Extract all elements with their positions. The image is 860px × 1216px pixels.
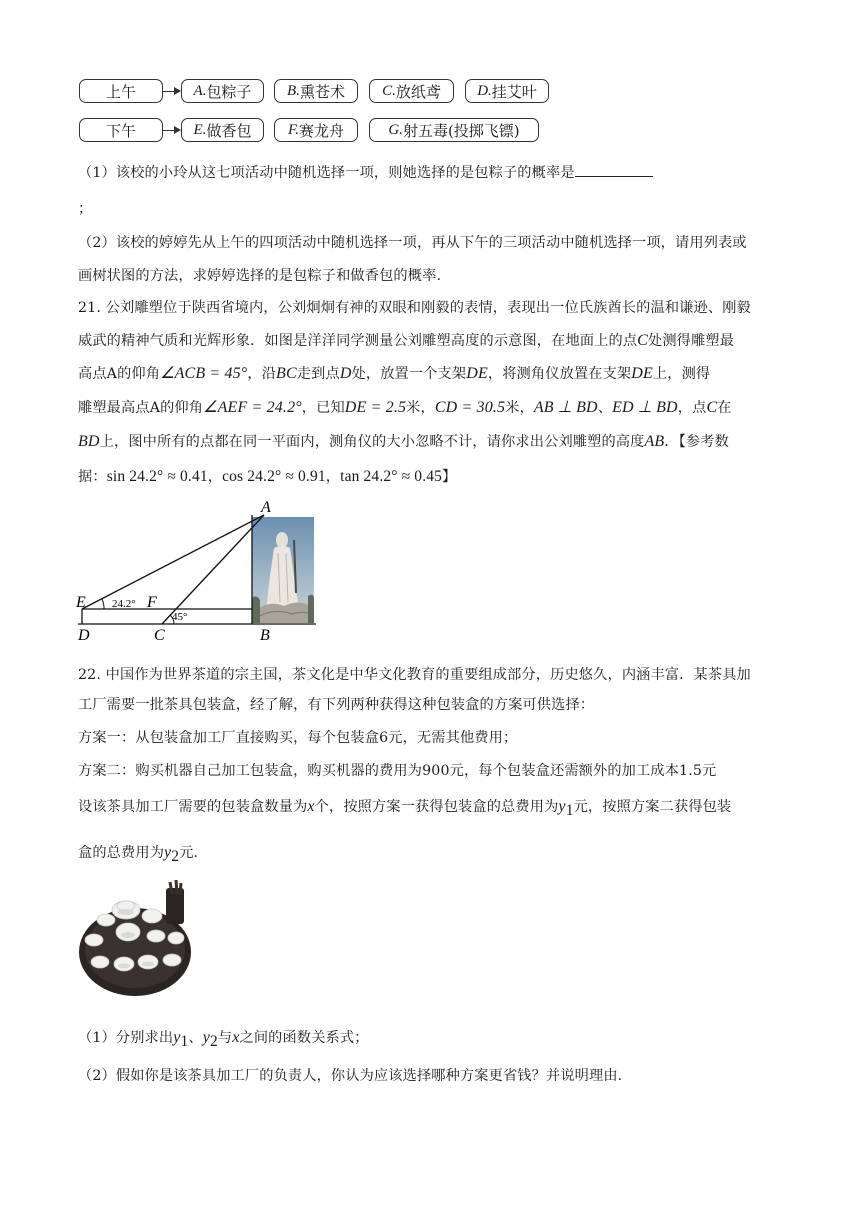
q22-line5-c: 元，按照方案二获得包装: [573, 799, 732, 815]
cos-value: cos 24.2° ≈ 0.91: [222, 468, 326, 485]
morning-label-box: [79, 79, 163, 103]
q21-line3-d: 处，放置一个支架: [351, 366, 467, 382]
ab-perp-bd: AB ⊥ BD: [533, 399, 598, 416]
sep2: ，: [325, 469, 341, 485]
line-ea: [82, 515, 264, 609]
angle-arc-e: [102, 599, 104, 609]
q20-part1: [78, 163, 653, 183]
var-y2-sub: 2: [171, 847, 180, 865]
q21-line5-a: 上，图中所有的点都在同一平面内，测角仪的大小忽略不计，请你求出公刘雕塑的高度: [99, 434, 645, 450]
cd-length: CD = 30.5: [434, 399, 506, 416]
ed-perp-bd: ED ⊥ BD: [612, 399, 678, 416]
q21-line4-b: ，已知: [301, 400, 345, 416]
q22-part1-c: 与: [217, 1030, 233, 1046]
q21-line4-c: 米，: [406, 400, 435, 416]
activity-d-letter: D.: [477, 82, 492, 99]
q22-part1-d: 之间的函数关系式；: [239, 1030, 369, 1046]
segment-de: DE: [466, 365, 488, 382]
line-ca: [162, 515, 264, 624]
var-y2: y: [164, 844, 172, 861]
segment-bc: BC: [276, 365, 297, 382]
q21-line6: [78, 467, 456, 487]
q22-part1-a: （1）分别求出: [78, 1030, 174, 1046]
activity-e-text: 做香包: [206, 121, 252, 140]
activity-g-letter: G.: [388, 121, 403, 138]
activity-f-letter: F.: [288, 121, 299, 138]
q21-line4-a: 雕塑最高点A的仰角: [78, 400, 204, 416]
activity-f-box: [274, 118, 358, 142]
label-b: B: [260, 627, 270, 644]
tea-set-photo: [78, 880, 192, 998]
activity-d-text: 挂艾叶: [491, 82, 537, 101]
activity-g-text: 射五毒(投掷飞镖): [402, 121, 520, 140]
q21-line5-b: ．【参考数: [664, 434, 729, 450]
part1-y1-sub: 1: [180, 1032, 189, 1050]
var-y1-sub: 1: [565, 801, 574, 819]
q22-part1: [78, 1028, 369, 1052]
q21-line3: [78, 364, 710, 384]
morning-arrow: [163, 91, 180, 92]
angle-label-24: 24.2°: [112, 598, 136, 610]
activity-e-box: [181, 118, 264, 142]
q21-line3-c: 走到点: [296, 366, 340, 382]
q21-line4-d: 米，: [505, 400, 534, 416]
label-c: C: [154, 627, 165, 644]
activity-a-text: 包粽子: [206, 82, 252, 101]
q21-line4-g: 在: [717, 400, 732, 416]
q22-line5-a: 设该茶具加工厂需要的包装盒数量为: [78, 799, 308, 815]
q20-part1-end: ；: [78, 201, 93, 217]
angle-label-45: 45°: [172, 611, 188, 623]
activity-f-text: 赛龙舟: [298, 121, 344, 140]
part1-y2-sub: 2: [209, 1032, 218, 1050]
q22-line6: [78, 843, 198, 867]
segment-ab: AB: [644, 433, 665, 450]
q21-line3-b: ，沿: [247, 366, 277, 382]
var-x: x: [307, 798, 315, 815]
q22-line5-b: 个，按照方案一获得包装盒的总费用为: [314, 799, 559, 815]
label-a: A: [261, 499, 271, 516]
q21-line4-f: ，点: [677, 400, 707, 416]
activity-b-letter: B.: [287, 82, 300, 99]
morning-label: 上午: [105, 82, 136, 101]
q22-line3: 方案一：从包装盒加工厂直接购买，每个包装盒6元，无需其他费用；: [78, 730, 518, 746]
q21-line4: [78, 398, 732, 418]
q22-line4: 方案二：购买机器自己加工包装盒，购买机器的费用为900元，每个包装盒还需额外的加工成本1.5元: [78, 763, 717, 779]
activity-a-box: [181, 79, 264, 103]
q22-part2: （2）假如你是该茶具加工厂的负责人，你认为应该选择哪种方案更省钱？并说明理由.: [78, 1068, 623, 1084]
q21-line5: [78, 432, 729, 452]
activity-a-letter: A.: [193, 82, 207, 99]
point-d: D: [339, 365, 352, 382]
activity-g-box: [369, 118, 539, 142]
part1-y1: y: [173, 1029, 181, 1046]
activity-e-letter: E.: [193, 121, 207, 138]
de-length: DE = 2.5: [344, 399, 407, 416]
q21-point-c: C: [637, 332, 648, 349]
q21-line2-end: 处测得雕塑最: [648, 333, 735, 349]
answer-blank: [575, 163, 653, 177]
activity-d-box: [465, 79, 549, 103]
sin-value: sin 24.2° ≈ 0.41: [106, 468, 208, 485]
activity-c-text: 放纸鸢: [395, 82, 441, 101]
activity-b-box: [274, 79, 358, 103]
statue-figure: [70, 498, 330, 644]
activity-c-letter: C.: [382, 82, 396, 99]
part1-x: x: [232, 1029, 240, 1046]
q20-part2-line1: （2）该校的婷婷先从上午的四项活动中随机选择一项，再从下午的三项活动中随机选择一项，请用列表或: [78, 235, 747, 251]
q21-line6-end: 】: [442, 469, 457, 485]
afternoon-arrow: [163, 130, 180, 131]
q21-line3-a: 高点A的仰角: [78, 366, 161, 382]
segment-bd: BD: [78, 433, 100, 450]
label-d: D: [78, 627, 90, 644]
q22-line6-a: 盒的总费用为: [78, 845, 165, 861]
q21-line1: 21. 公刘雕塑位于陕西省境内，公刘炯炯有神的双眼和刚毅的表情，表现出一位氏族酋长的温和谦逊、刚毅: [78, 300, 751, 316]
afternoon-label-box: [79, 118, 163, 142]
afternoon-label: 下午: [105, 121, 136, 140]
sep1: ，: [207, 469, 223, 485]
q22-line2: 工厂需要一批茶具包装盒，经了解，有下列两种获得这种包装盒的方案可供选择：: [78, 697, 595, 713]
q21-line3-f: 上，测得: [652, 366, 711, 382]
activity-c-box: [369, 79, 454, 103]
q20-part1-text: （1）该校的小玲从这七项活动中随机选择一项，则她选择的是包粽子的概率是: [78, 165, 575, 181]
q22-line6-b: 元.: [179, 845, 199, 861]
activity-b-text: 熏苍术: [299, 82, 345, 101]
label-f: F: [147, 594, 157, 611]
q21-line3-e: ，将测角仪放置在支架: [487, 366, 632, 382]
q22-line1: 22. 中国作为世界茶道的宗主国，茶文化是中华文化教育的重要组成部分，历史悠久，内涵丰富．某茶具加: [78, 667, 751, 683]
label-e: E: [76, 594, 86, 611]
segment-de-2: DE: [631, 365, 653, 382]
angle-acb: ∠ACB = 45°: [160, 365, 248, 382]
q22-line5: [78, 797, 731, 821]
q21-line2-text: 威武的精神气质和光辉形象．如图是洋洋同学测量公刘雕塑高度的示意图，在地面上的点: [78, 333, 638, 349]
point-c: C: [706, 399, 718, 416]
var-y1: y: [558, 798, 566, 815]
tan-value: tan 24.2° ≈ 0.45: [340, 468, 443, 485]
q20-part2-line2: 画树状图的方法，求婷婷选择的是包粽子和做香包的概率.: [78, 268, 442, 284]
q22-part1-b: 、: [188, 1030, 203, 1046]
q21-line2: [78, 331, 734, 351]
part1-y2: y: [202, 1029, 210, 1046]
angle-aef: ∠AEF = 24.2°: [203, 399, 302, 416]
q21-line6-a: 据：: [78, 469, 107, 485]
q21-line4-e: 、: [597, 400, 613, 416]
